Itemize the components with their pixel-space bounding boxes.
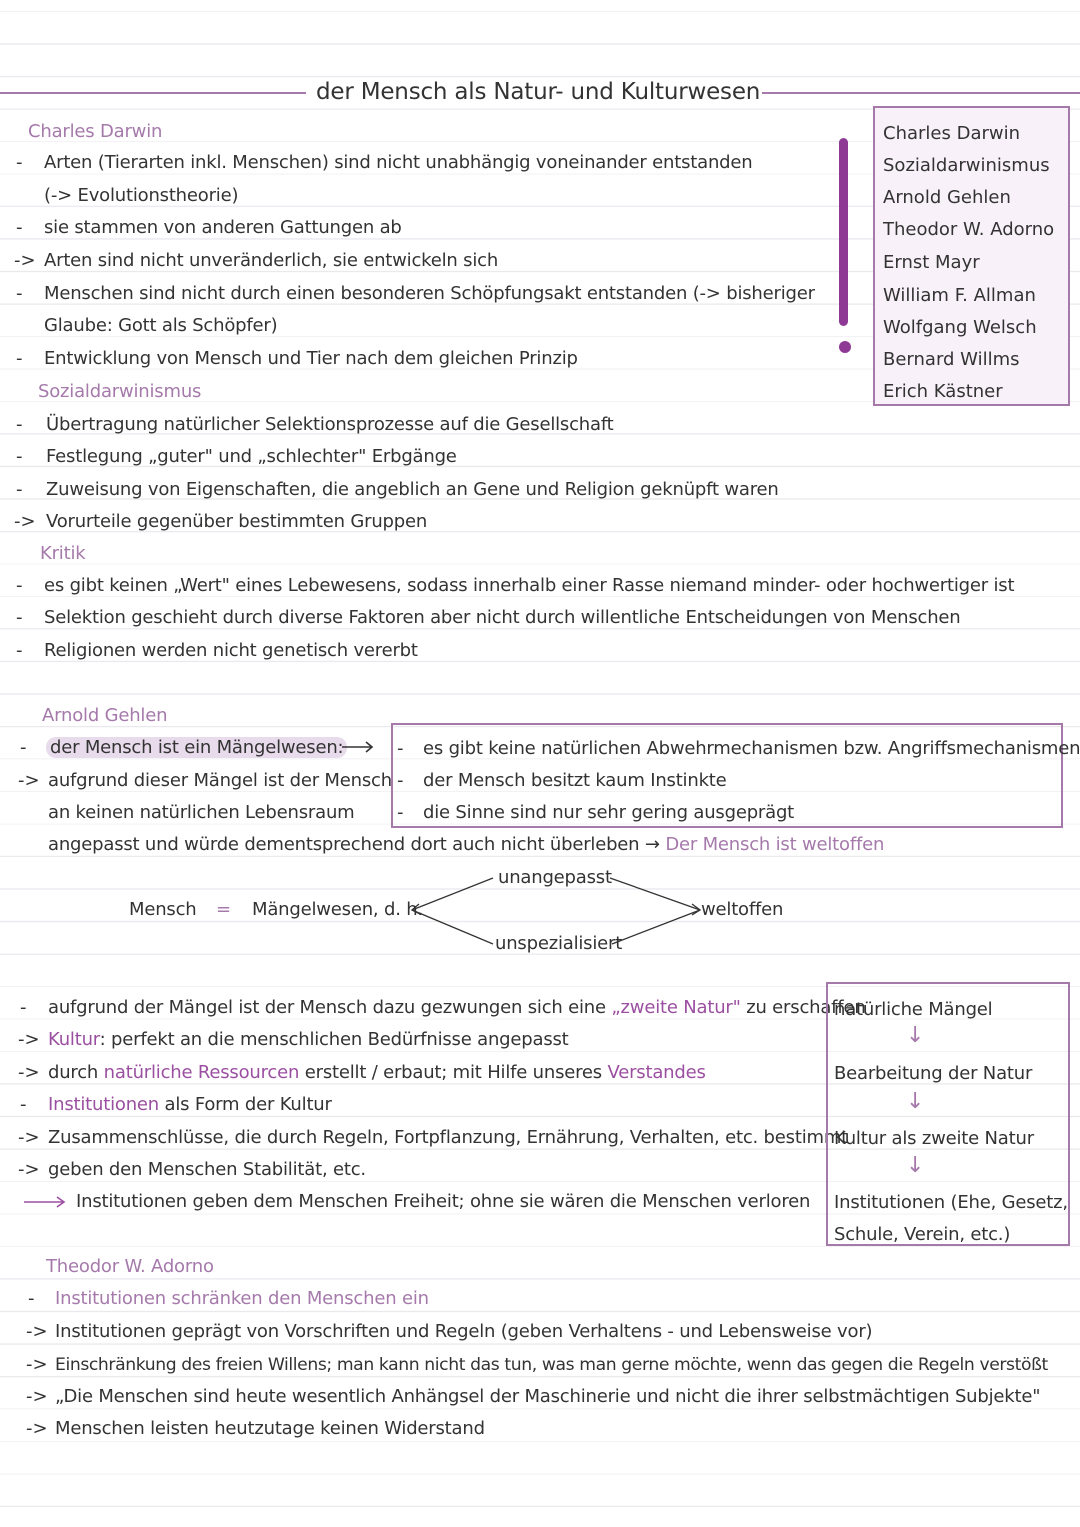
text-run: erstellt / erbaut; mit Hilfe unseres bbox=[299, 1062, 608, 1083]
bullet-arrow: -> bbox=[18, 1159, 40, 1180]
darwin-point-cont: Glaube: Gott als Schöpfer) bbox=[44, 315, 278, 336]
bullet-arrow: -> bbox=[18, 1127, 40, 1148]
text-highlight: Institutionen bbox=[48, 1094, 159, 1115]
sozial-point: Übertragung natürlicher Selektionsprozesse auf die Gesellschaft bbox=[46, 414, 614, 435]
kritik-point: Selektion geschieht durch diverse Faktoren aber nicht durch willentliche Entscheidungen von Menschen bbox=[44, 607, 961, 628]
author-list-item: Sozialdarwinismus bbox=[883, 155, 1050, 176]
bullet-arrow: -> bbox=[26, 1354, 48, 1375]
kultur-point bbox=[48, 1061, 706, 1085]
author-list-item: Erich Kästner bbox=[883, 381, 1003, 402]
section-heading-gehlen: Arnold Gehlen bbox=[42, 705, 168, 726]
author-list-item: Wolfgang Welsch bbox=[883, 317, 1037, 338]
flow-step: natürliche Mängel bbox=[834, 999, 993, 1020]
adorno-quote: „Die Menschen sind heute wesentlich Anhängsel der Maschinerie und nicht die ihrer selbstmächtigen Subjekte" bbox=[55, 1386, 1041, 1407]
bullet-arrow: -> bbox=[18, 770, 40, 791]
diagram-mensch: Mensch bbox=[129, 899, 197, 920]
gehlen-point-cont: an keinen natürlichen Lebensraum bbox=[48, 802, 355, 823]
diagram-equals: = bbox=[216, 899, 231, 920]
author-list-item: Ernst Mayr bbox=[883, 252, 980, 273]
bullet-dash: - bbox=[28, 1288, 35, 1309]
darwin-point-cont: (-> Evolutionstheorie) bbox=[44, 185, 239, 206]
deficit-item: der Mensch besitzt kaum Instinkte bbox=[423, 770, 727, 791]
kritik-point: es gibt keinen „Wert" eines Lebewesens, sodass innerhalb einer Rasse niemand minder- oder hochwertiger ist bbox=[44, 575, 1015, 596]
flow-step: Bearbeitung der Natur bbox=[834, 1063, 1033, 1084]
author-list-item: Theodor W. Adorno bbox=[883, 219, 1055, 240]
adorno-thesis: Institutionen schränken den Menschen ein bbox=[55, 1288, 429, 1309]
bullet-dash: - bbox=[20, 737, 27, 758]
arrow-down-icon: ↓ bbox=[906, 1089, 925, 1114]
bullet-dash: - bbox=[16, 414, 23, 435]
text-highlight: natürliche Ressourcen bbox=[103, 1062, 300, 1083]
kultur-point bbox=[48, 1028, 569, 1052]
arrow-down-icon: ↓ bbox=[906, 1153, 925, 1178]
section-heading-sozialdarwinismus: Sozialdarwinismus bbox=[38, 381, 202, 402]
adorno-point: Menschen leisten heutzutage keinen Widerstand bbox=[55, 1418, 485, 1439]
arrow-right-icon: → bbox=[644, 834, 660, 855]
page-title: der Mensch als Natur- und Kulturwesen bbox=[316, 79, 761, 105]
bullet-arrow: -> bbox=[14, 511, 36, 532]
diagram-unspezialisiert: unspezialisiert bbox=[495, 933, 623, 954]
bullet-dash: - bbox=[16, 348, 23, 369]
gehlen-text: angepasst und würde dementsprechend dort auch nicht überleben bbox=[48, 834, 640, 855]
gehlen-point: aufgrund dieser Mängel ist der Mensch bbox=[48, 770, 392, 791]
bullet-arrow: -> bbox=[18, 1062, 40, 1083]
flow-step-cont: Schule, Verein, etc.) bbox=[834, 1224, 1011, 1245]
bullet-dash: - bbox=[16, 217, 23, 238]
bullet-dash: - bbox=[16, 575, 23, 596]
deficit-item: die Sinne sind nur sehr gering ausgeprägt bbox=[423, 802, 795, 823]
sozial-point: Zuweisung von Eigenschaften, die angeblich an Gene und Religion geknüpft waren bbox=[46, 479, 779, 500]
author-list-item: Charles Darwin bbox=[883, 123, 1021, 144]
bullet-dash: - bbox=[397, 802, 404, 823]
diagram-unangepasst: unangepasst bbox=[498, 867, 612, 888]
text-highlight: Verstandes bbox=[607, 1062, 706, 1083]
long-arrow-icon bbox=[24, 1197, 64, 1207]
bullet-arrow: -> bbox=[18, 1029, 40, 1050]
deficit-item: es gibt keine natürlichen Abwehrmechanismen bzw. Angriffsmechanismen bbox=[423, 738, 1080, 759]
adorno-point: Institutionen geprägt von Vorschriften und Regeln (geben Verhaltens - und Lebensweise vor) bbox=[55, 1321, 873, 1342]
culture-flow-box bbox=[826, 982, 1070, 1246]
kultur-point: Zusammenschlüsse, die durch Regeln, Fortpflanzung, Ernährung, Verhalten, etc. bestimmt bbox=[48, 1127, 849, 1148]
gehlen-weltoffen: Der Mensch ist weltoffen bbox=[665, 834, 885, 855]
author-list-item: William F. Allman bbox=[883, 285, 1036, 306]
darwin-point: Menschen sind nicht durch einen besonderen Schöpfungsakt entstanden (-> bisheriger bbox=[44, 283, 815, 304]
bullet-dash: - bbox=[397, 770, 404, 791]
arrow-right-icon bbox=[342, 742, 372, 752]
bullet-dash: - bbox=[16, 640, 23, 661]
arrow-down-icon: ↓ bbox=[906, 1023, 925, 1048]
bullet-arrow: -> bbox=[26, 1386, 48, 1407]
text-run: durch bbox=[48, 1062, 104, 1083]
kultur-point bbox=[48, 996, 866, 1020]
text-run: : perfekt an die menschlichen Bedürfnisse angepasst bbox=[99, 1029, 569, 1050]
text-run: zu erschaffen bbox=[740, 997, 866, 1018]
darwin-point: Entwicklung von Mensch und Tier nach dem gleichen Prinzip bbox=[44, 348, 578, 369]
bullet-dash: - bbox=[16, 283, 23, 304]
sozial-point: Festlegung „guter" und „schlechter" Erbgänge bbox=[46, 446, 457, 467]
bullet-dash: - bbox=[397, 738, 404, 759]
darwin-point: Arten (Tierarten inkl. Menschen) sind nicht unabhängig voneinander entstanden bbox=[44, 152, 753, 173]
diagram-weltoffen: weltoffen bbox=[701, 899, 784, 920]
flow-step: Institutionen (Ehe, Gesetz, bbox=[834, 1192, 1068, 1213]
diagram-maengelwesen: Mängelwesen, d. h. bbox=[252, 899, 423, 920]
kultur-point: geben den Menschen Stabilität, etc. bbox=[48, 1159, 366, 1180]
text-run: als Form der Kultur bbox=[158, 1094, 332, 1115]
section-heading-adorno: Theodor W. Adorno bbox=[46, 1256, 214, 1277]
text-run: aufgrund der Mängel ist der Mensch dazu gezwungen sich eine bbox=[48, 997, 612, 1018]
darwin-point: Arten sind nicht unveränderlich, sie entwickeln sich bbox=[44, 250, 499, 271]
sozial-point: Vorurteile gegenüber bestimmten Gruppen bbox=[46, 511, 428, 532]
diamond-arrows bbox=[412, 878, 700, 944]
text-highlight: „zweite Natur" bbox=[611, 997, 741, 1018]
bullet-arrow: -> bbox=[26, 1418, 48, 1439]
kritik-point: Religionen werden nicht genetisch vererbt bbox=[44, 640, 418, 661]
flow-step: Kultur als zweite Natur bbox=[834, 1128, 1034, 1149]
bullet-dash: - bbox=[16, 446, 23, 467]
bullet-dash: - bbox=[20, 1094, 27, 1115]
section-heading-darwin: Charles Darwin bbox=[28, 121, 163, 142]
bullet-dash: - bbox=[16, 479, 23, 500]
bullet-arrow: -> bbox=[26, 1321, 48, 1342]
adorno-point: Einschränkung des freien Willens; man kann nicht das tun, was man gerne möchte, wenn das gegen die Regeln verstößt bbox=[55, 1355, 1048, 1375]
bullet-dash: - bbox=[16, 152, 23, 173]
bullet-arrow: -> bbox=[14, 250, 36, 271]
bullet-dash: - bbox=[16, 607, 23, 628]
text-highlight: Kultur bbox=[48, 1029, 100, 1050]
section-heading-kritik: Kritik bbox=[40, 543, 86, 564]
highlight-marker: der Mensch ist ein Mängelwesen: bbox=[46, 737, 347, 758]
bullet-dash: - bbox=[20, 997, 27, 1018]
darwin-point: sie stammen von anderen Gattungen ab bbox=[44, 217, 402, 238]
author-list-item: Arnold Gehlen bbox=[883, 187, 1011, 208]
author-list-item: Bernard Willms bbox=[883, 349, 1020, 370]
kultur-conclusion: Institutionen geben dem Menschen Freiheit; ohne sie wären die Menschen verloren bbox=[76, 1191, 811, 1212]
kultur-point bbox=[48, 1093, 332, 1117]
